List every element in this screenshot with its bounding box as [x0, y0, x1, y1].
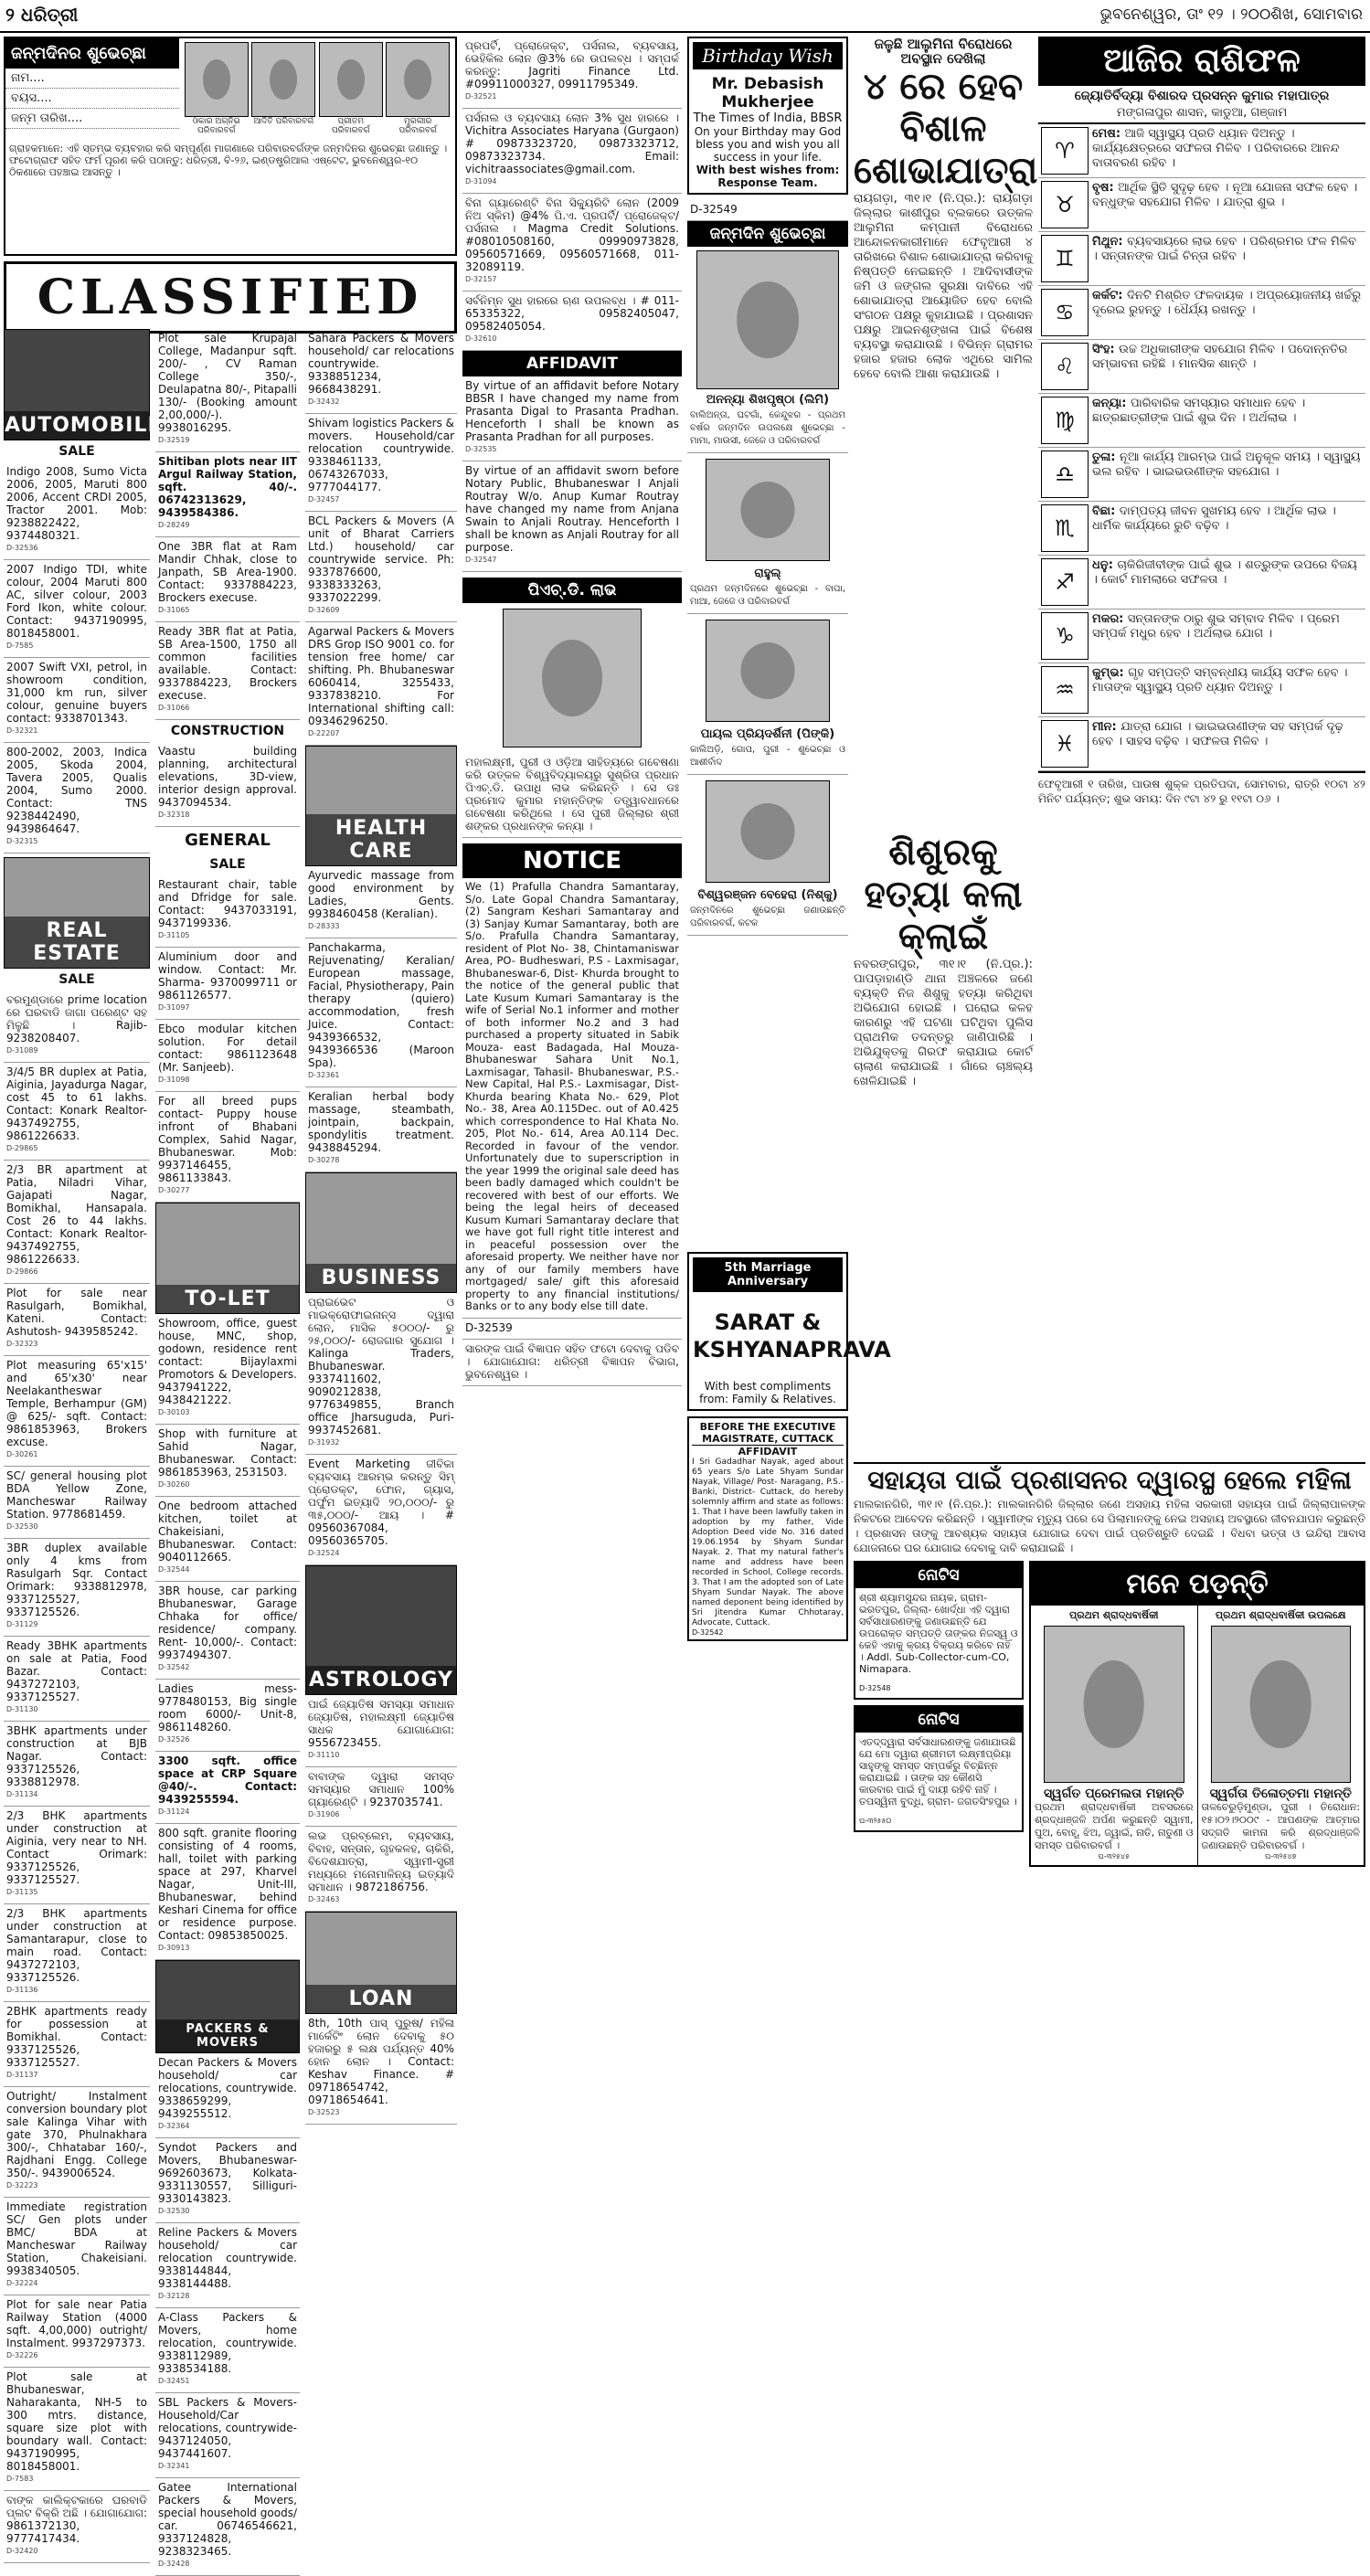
birthday-form-note: ଗ୍ରାହକମାନେ: ଏହି ସ୍ତମ୍ଭ ବ୍ୟବହାର କରି ସମ୍ପୂର୍ଣ୍ଣ ମାଗଣାରେ ପରିବାରବର୍ଗଙ୍କ ଜନ୍ମଦିନର ଶୁଭେଚ୍ଛା ଜଣାନ୍ତୁ । ଫଟୋଗ୍ରାଫ ସହିତ ଫର୍ମ ପୂରଣ କରି ପଠାନ୍ତୁ: ଧରିତ୍ରୀ, ବି-୨୬, ଇଣ୍ଡଷ୍ଟ୍ରିଆଲ ଏଷ୍ଟେଟ, ଭୁବନେଶ୍ୱର-୧୦ ଠିକଣାରେ ପହଞ୍ଚାଇ ଆସନ୍ତୁ ।	[9, 143, 448, 178]
column-3	[305, 329, 457, 2134]
birthday-form	[4, 37, 457, 256]
classified-ad: Plot for sale near Patia Railway Station (4000 sqft. 4,00,000) outright/ Instalment. 9937297373. D-32226	[4, 2295, 150, 2368]
ad-code: D-32451	[158, 2377, 190, 2385]
news3-headline: ସହାୟତା ପାଇଁ ପ୍ରଶାସନର ଦ୍ୱାରସ୍ଥ ହେଲେ ମହିଳା	[854, 1462, 1365, 1497]
classified-ad: SC/ general housing plot BDA Yellow Zone, Mancheswar Railway Station. 9778681459. D-32530	[4, 1467, 150, 1539]
kid1-photo	[696, 250, 839, 389]
classified-ad: 3BHK apartments under construction at BJB Nagar. Contact: 9337125526, 9338812978. D-31134	[4, 1722, 150, 1807]
ad-code: D-32128	[158, 2292, 190, 2300]
kid2-note: ପ୍ରଥମ ଜନ୍ମଦିନରେ ଶୁଭେଚ୍ଛା - ବାପା, ମାଆ, ଜେଜେ ଓ ପରିବାରବର୍ଗ	[687, 580, 848, 614]
affidavit-ads	[462, 376, 682, 572]
classified-ad: Ayurvedic massage from good environment by Ladies, Gents. 9938460458 (Keralian). D-28333	[305, 866, 457, 938]
phd-photo	[503, 609, 642, 747]
anniversary-ad: 5th Marriage Anniversary SARAT & KSHYANAPRAVA With best compliments from: Family & Relatives.	[687, 1252, 848, 1411]
ad-code: D-28249	[158, 521, 190, 529]
classified-ad: 3/4/5 BR duplex at Patia, Aiginia, Jayadurga Nagar, cost 45 to 61 lakhs. Contact: Konark Realtor- 9437492755, 9861226633. D-29865	[4, 1063, 150, 1161]
classified-title: CLASSIFIED	[4, 261, 457, 334]
classified-ad: 2/3 BHK apartments under construction at Samantarapur, close to main road. Contact: 9437272103, 9337125526. D-31136	[4, 1904, 150, 2002]
ad-code: D-31135	[6, 1888, 38, 1896]
column-5-lower	[687, 1252, 891, 2134]
horoscope-sign: ♎ ତୁଳା: ନୂଆ କାର୍ଯ୍ୟ ଆରମ୍ଭ ପାଇଁ ଅନୁକୂଳ ସମୟ । ସ୍ୱାସ୍ଥ୍ୟ ଭଲ ରହିବ । ଭାଇଭଉଣୀଙ୍କ ସହଯୋଗ ।	[1038, 448, 1365, 502]
classified-ad: Agarwal Packers & Movers DRS Grop ISO 9001 co. for tension free home/ car shifting. Ph. Bhubaneswar 6060414, 3255433, 9337838210. For International shifting call: 09346296250. D-22207	[305, 622, 457, 746]
phd-text: ମହାଲକ୍ଷ୍ମୀ, ପୁରୀ ଓ ଓଡ଼ିଆ ସାହିତ୍ୟରେ ଗବେଷଣା କରି ଉତ୍କଳ ବିଶ୍ୱବିଦ୍ୟାଳୟରୁ ସୁଶ୍ରିତା ପ୍ରଧାନ ପିଏଚ୍‌.ଡି. ଉପାଧି ଲାଭ କରିଛନ୍ତି । ସେ ଡଃ ପ୍ରମୋଦ କୁମାର ମହାନ୍ତିଙ୍କ ତତ୍ତ୍ୱାବଧାନରେ ଗବେଷଣା କରିଥିଲେ । ସେ ପୁରୀ ଜିଲ୍ଲାର ଶ୍ରୀ ଶଙ୍କର ପ୍ରଧାନଙ୍କ କନ୍ୟା ।	[462, 753, 682, 838]
classified-ad: Event Marketing ଜୀବିକା ବ୍ୟବସାୟ ଆରମ୍ଭ କରନ୍ତୁ ସିମ୍‌ ପ୍ରୋଡକ୍ଟ, ଫୋନ, ଗ୍ୟାସ, ପର୍ଫୁମ ଇତ୍ୟାଦି ୨୦,୦୦୦/- ରୁ ୩୫,୦୦୦/- ଆୟ । # 09560367084, 09560365705. D-32524	[305, 1455, 457, 1565]
classified-ad: ପାଇଁ ଜ୍ୟୋତିଷ ସମସ୍ୟା ସମାଧାନ ଜ୍ୟୋତିଷ, ମହାଲକ୍ଷ୍ମୀ ଜ୍ୟୋତିଷ ସାଧକ ଯୋଗାଯୋଗ: 9556723455. D-31110	[305, 1695, 457, 1767]
classified-ad: ବିନା ଗ୍ୟାରେଣ୍ଟି ବିନା ସିକ୍ୟୁରିଟି ଲୋନ (2009 ନିଅ ସ୍କିମ) @4% ପି.ଏ. ପ୍ରପର୍ଟି/ ପ୍ରୋଜେକ୍ଟ/ ପର୍ସନାଲ । Magma Credit Solutions. #08010508160, 09990973828, 09560571669, 09560571668, 011-32089119. D-32157	[462, 194, 682, 292]
classified-ad: Shitiban plots near IIT Argul Railway Station, sqft. 40/-. 06742313629, 9439584386. D-28249	[155, 452, 300, 537]
horoscope-sign: ♓ ମୀନ: ଯାତ୍ରା ଯୋଗ । ଭାଇଭଉଣୀଙ୍କ ସହ ସମ୍ପର୍କ ଦୃଢ଼ ହେବ । ସାହସ ବଢ଼ିବ । ସଫଳତା ମିଳିବ ।	[1038, 717, 1365, 771]
classified-ad: Showroom, office, guest house, MNC, shop, godown, residence rent contact: Bijaylaxmi Promotors & Developers. 9437941222, 9438421222. D-30103	[155, 1314, 300, 1425]
page-header	[0, 0, 1370, 33]
classified-ad: SBL Packers & Movers- Household/Car relocations, countrywide- 9437124050, 9437441607. D-32341	[155, 2393, 300, 2478]
ad-code: D-32420	[6, 2547, 38, 2555]
classified-ad: Panchakarma, Rejuvenating/ Keralian/ European massage, Facial, Physiotherapy, Pain therapy (quiero) accommodation, fresh Juice. Contact: 9439366532, 9439366536 (Maroon Spa). D-32361	[305, 938, 457, 1087]
classified-ad: By virtue of an affidavit sworn before Notary Public, Bhubaneswar I Anjali Routray W/o. Anup Kumar Routray have changed my name from Anjana Swain to Anjali Routray. Henceforth I shall be known as Anjali Routray for all purpose. D-32547	[462, 461, 682, 572]
news3-body: ମାଲକାନଗିରି, ୩୧।୧ (ନି.ପ୍ର.): ମାଲକାନଗିରି ଜିଲ୍ଲାର ଜଣେ ଅସହାୟ ମହିଳା ସରକାରୀ ସହାୟତା ପାଇଁ ଜିଲ୍ଲାପାଳଙ୍କ ନିକଟରେ ଆବେଦନ କରିଛନ୍ତି । ସ୍ୱାମୀଙ୍କ ମୃତ୍ୟୁ ପରେ ସେ ପିଲାମାନଙ୍କୁ ନେଇ ଅସହାୟ ଅବସ୍ଥାରେ ଜୀବନଯାପନ କରୁଛନ୍ତି । ପ୍ରଶାସନ ତାଙ୍କୁ ଆବଶ୍ୟକ ସହାୟତା ଯୋଗାଇ ଦେବା ପାଇଁ ପ୍ରତିଶ୍ରୁତି ଦେଇଛି । ବିଧବା ଭତ୍ତା ଓ ଇନ୍ଦିରା ଆବାସ ଯୋଜନାରେ ଘର ଯୋଗାଇ ଦେବାକୁ ଦାବି କରାଯାଇଛି ।	[854, 1498, 1365, 1554]
classified-ad: ପ୍ରପର୍ଟି, ପ୍ରୋଜେକ୍ଟ, ପର୍ସନାଲ, ବ୍ୟବସାୟ, ଭେହିକିଲ ଲୋନ @3% ରେ ଉପଲବ୍ଧ । ସମ୍ପର୍କ କରନ୍ତୁ: Jagriti Finance Ltd. #09911000327, 09911795349. D-32521	[462, 37, 682, 109]
ad-code: D-31066	[158, 704, 190, 712]
notice-heading: NOTICE	[462, 843, 682, 878]
classified-ad: ବରମୁଣ୍ଡାରେ prime location ରେ ଘରବାଡି ଜାଗା ପରେଣ୍ଟ ସହ ମିଳୁଛି । Rajib- 9238208407. D-31089	[4, 991, 150, 1063]
classified-ad: Plot measuring 65'x15' and 65'x30' near Neelakantheswar Temple, Berhampur (GM) @ 625/- sqft. Contact: 9861853963, Brokers excuse. D-30261	[4, 1356, 150, 1467]
bottom-right	[854, 1462, 1365, 2134]
movers-ads	[305, 329, 457, 746]
affidavit-heading: AFFIDAVIT	[462, 351, 682, 376]
sale-heading-2: SALE	[58, 972, 95, 987]
ad-code: D-32521	[465, 92, 497, 101]
ad-code: D-32315	[6, 837, 38, 845]
classified-ad: Ready 3BHK apartments on sale at Patia, Food Bazar. Contact: 9437272103, 9337125527. D-31130	[4, 1637, 150, 1722]
ad-code: D-31097	[158, 1003, 190, 1012]
zodiac-icon: ♓	[1041, 720, 1089, 768]
kid4-name: ବିଶ୍ୱରଞ୍ଜନ ବେହେରା (ନିଶ୍କୁ)	[697, 888, 838, 902]
kid1-name: ଅନନ୍ୟା ଶିଖପୃଷ୍ଠା (ଲିମି)	[706, 393, 830, 407]
classified-ad: One 3BR flat at Ram Mandir Chhak, close to Janpath, SB Area-1900. Contact: 9337884223, Brockers execuse. D-31065	[155, 537, 300, 622]
executive-affidavit: BEFORE THE EXECUTIVE MAGISTRATE, CUTTACK AFFIDAVIT I Sri Gadadhar Nayak, aged about 65 years S/o Late Shyam Sundar Nayak, Village/ Post- Naragang, P.S.- Banki, District- Cuttack, do hereby solemnly affirm and state as follows: 1. That I have been lawfully taken in adoption by my father, Vide Adoption Deed vide No. 316 dated 19.06.1954 by Shyam Sundar Nayak. 2. That my natural father's name and address have been recorded in School, College records. 3. That I am the adopted son of Late Shyam Sundar Nayak. The above named deponent being identified by Sri Jitendra Kumar Chhotaray, Advocate, Cuttack. D-32542	[687, 1416, 848, 1641]
classified-ad: 800-2002, 2003, Indica 2005, Skoda 2004, Tavera 2005, Qualis 2004, Sumo 2000. Contact: TNS 9238442490, 9439864647. D-32315	[4, 743, 150, 853]
kid1-note: ବାଲିଅନ୍ତା, ଘଟଗାଁ, କେନ୍ଦୁଝର - ପ୍ରଥମ ବର୍ଷର ଜନ୍ମଦିନ ଉପଲକ୍ଷେ ଶୁଭେଚ୍ଛା - ମାମା, ମାଉସୀ, ଜେଜେ ଓ ପରିବାରବର୍ଗ	[687, 407, 848, 453]
notice-code: D-32539	[462, 1319, 682, 1340]
ad-code: D-32610	[465, 334, 497, 343]
notice-text: We (1) Prafulla Chandra Samantaray, S/o. Late Gopal Chandra Samantaray, (2) Sangram Keshari Samantaray and (3) Sanjay Kumar Samantaray, both are S/o. Prafulla Chandra Samantaray, resident of Plot No- 38, Chintamaniswar Area, PO- Budheswari, P.S - Laxmisagar, Bhubaneswar-6, Dist- Khurda brought to the notice of the general public that Late Kusum Kumari Samantaray is the wife of Serial No.1 informer and mother of both informer No.2 and 3 had purchased a property situated in Sabik Mouza- east Badagada, Hal Mouza- Bhubaneswar Sahara Unit No.1, Laxmisagar, Tahasil- Bhubaneswar, P.S.- New Capital, Hal P.S.- Laxmisagar, Dist- Khurda bearing Khata No.- 629, Plot No.- 38, Area A0.115Dec. out of A0.425 which correspondence to Hal Khata No. 205, Plot No.- 614, Area A0.114 Dec. Recorded in favour of the vendor. Unfortunately due to superscription in the year 1999 the original sale deed has been badly damaged which couldn't be recovered with best of our efforts. We being the legal heirs of deceased Kusum Kumari Samantaray declare that we have got full right title interest and in peaceful possession over the aforesaid property. We neither have nor any of our family members have mortgaged/ sale/ gift this aforesaid property to any financial institutions/ Banks or to any body else till date.	[462, 878, 682, 1319]
classified-ad: ସର୍ବନିମ୍ନ ସୁଧ ହାରରେ ଋଣ ଉପଲବ୍ଧ । # 011-65335322, 09582405047, 09582405054. D-32610	[462, 292, 682, 351]
real-estate-ads	[4, 991, 150, 2563]
ad-code: D-31098	[158, 1076, 190, 1084]
ad-code: D-32157	[465, 275, 497, 283]
ad-code: D-31110	[308, 1751, 340, 1759]
ad-code: D-30913	[158, 1944, 190, 1952]
ad-code: D-22207	[308, 729, 340, 737]
classified-ad: Plot for sale near Rasulgarh, Bomikhal, Kateni. Contact: Ashutosh- 9439585242. D-32323	[4, 1284, 150, 1356]
health-care-image: HEALTH CARE	[305, 746, 457, 866]
to-let-ads	[155, 1314, 300, 1960]
horoscope-title: ଆଜିର ରାଶିଫଳ	[1038, 37, 1365, 86]
ad-code: D-30261	[6, 1450, 38, 1458]
classified-ad: Plot sale at Bhubaneswar, Naharakanta, NH-5 to 300 mtrs. distance, square size plot with boundary wall. Contact: 9437190995, 8018458001. D-7583	[4, 2368, 150, 2491]
birthday-wish-code: D-32549	[687, 200, 848, 221]
ad-code: D-32341	[158, 2462, 190, 2470]
astrology-image: ASTROLOGY	[305, 1565, 457, 1695]
ad-code: D-32323	[6, 1340, 38, 1348]
loan-ads	[305, 2014, 457, 2125]
ad-code: D-32547	[465, 556, 497, 564]
construction-ads	[155, 742, 300, 827]
column-2	[155, 329, 300, 2568]
ad-code: D-30260	[158, 1480, 190, 1489]
classified-ad: Shivam logistics Packers & movers. Household/car relocation countrywide. 9338461133, 06743267033, 9777044177. D-32457	[305, 414, 457, 512]
column-6	[854, 36, 1038, 1458]
column-1	[4, 329, 163, 2555]
classified-ad: A-Class Packers & Movers, home relocation, countrywide. 9338112989, 9338534188. D-32451	[155, 2308, 300, 2393]
ad-code: D-31065	[158, 606, 190, 614]
classified-ad: Decan Packers & Movers household/ car relocations, countrywide. 9338659299, 9439255512. D-32364	[155, 2053, 300, 2138]
ad-code: D-31932	[308, 1438, 340, 1447]
ad-code: D-32523	[308, 2108, 340, 2116]
kid3-name: ପାୟଲ ପ୍ରିୟଦର୍ଶିନୀ (ପିଙ୍କି)	[700, 727, 835, 741]
classified-ad: ବାଙ୍କ କାଲିକ୍ଟକାରେ ଘରବାଡି ପ୍ଲଟ ବିକ୍ରି ଅଛି । ଯୋଗାଯୋଗ: 9861372130, 9777417434. D-32420	[4, 2491, 150, 2563]
column-4	[462, 37, 682, 2134]
ad-code: D-32542	[158, 1663, 190, 1671]
ad-code: D-31906	[308, 1810, 340, 1818]
horoscope-sign: ♈ ମେଷ: ଆଜି ସ୍ୱାସ୍ଥ୍ୟ ପ୍ରତି ଧ୍ୟାନ ଦିଅନ୍ତୁ । କାର୍ଯ୍ୟକ୍ଷେତ୍ରରେ ସଫଳତା ମିଳିବ । ପରିବାରରେ ଆନନ୍ଦ ବାତାବରଣ ରହିବ ।	[1038, 124, 1365, 178]
ad-code: D-32535	[465, 445, 497, 453]
general-ads	[155, 875, 300, 1203]
ad-code: D-31105	[158, 931, 190, 939]
horoscope-signs	[1038, 124, 1365, 771]
classified-ad: BCL Packers & Movers (A unit of Bharat Carriers Ltd.) household/ car countrywide service. Ph: 9337876600, 9338333263, 9337022299. D-32609	[305, 512, 457, 622]
kid-photo-3: ପ୍ରୀତମ ପରିବାରବର୍ଗ	[319, 42, 383, 135]
ad-code: D-32609	[308, 606, 340, 614]
zodiac-icon: ♎	[1041, 451, 1089, 498]
ad-code: D-32544	[158, 1565, 190, 1574]
notice-1: ନୋଟିସ ଶ୍ରୀ ଶ୍ୟାମସୁନ୍ଦର ନାୟକ, ଗ୍ରାମ- ଭରତପୁର, ଜିଲ୍ଲା- ଖୋର୍ଦ୍ଧା ଏହି ଦ୍ୱାରା ସର୍ବସାଧାରଣଙ୍କୁ ଜଣାଉଛନ୍ତି ଯେ ଉପରୋକ୍ତ ସମ୍ପତ୍ତି ତାଙ୍କର ନିଜସ୍ୱ ଓ କେହି ଏହାକୁ କ୍ରୟ ବିକ୍ରୟ କରିବେ ନାହିଁ । Addl. Sub-Collector-cum-CO, Nimapara. D-32548	[854, 1561, 1024, 1700]
zodiac-icon: ♑	[1041, 612, 1089, 660]
news1-kicker: ଜଳୁଛି ଆଲୁମିନା ବିରୋଧରେ ଅବସ୍ଥାନ ଦେଖିଲା	[874, 36, 1013, 67]
packers-ads	[155, 2053, 300, 2576]
automobile-image: AUTOMOBILE	[4, 329, 150, 440]
zodiac-icon: ♉	[1041, 181, 1089, 228]
horoscope-byline2: ମଙ୍ଗଳାପୁର ଶାସନ, କାଡୁଆ, ଗଞ୍ଜାମ	[1038, 106, 1365, 124]
page-number: ୨ ଧରିତ୍ରୀ	[5, 4, 79, 26]
ad-code: D-32364	[158, 2122, 190, 2130]
kid-photo-4: ମୁରଲୀର ପରିବାରବର୍ଗ	[386, 42, 450, 135]
ad-code: D-32321	[6, 726, 38, 735]
ad-code: D-7583	[6, 2475, 34, 2483]
to-let-image: TO-LET	[155, 1203, 300, 1314]
classified-ad: 3BR house, car parking Bhubaneswar, Garage Chhaka for office/ residence/ company. Rent- 10,000/-. Contact: 9937494307. D-32542	[155, 1582, 300, 1680]
notice-2: ନୋଟିସ ଏତଦ୍‌ଦ୍ୱାରା ସର୍ବସାଧାରଣଙ୍କୁ ଜଣାଯାଉଛି ଯେ ମୋ ଦ୍ୱାରା ଶ୍ରୀମତୀ ଲକ୍ଷ୍ମୀପ୍ରିୟା ସାହୁଙ୍କୁ ସମସ୍ତ ସମ୍ପର୍କରୁ ବିଚ୍ଛିନ୍ନ କରାଯାଇଛି । ତାଙ୍କ ସହ କୌଣସି କାରବାର ପାଇଁ ମୁଁ ଦାୟୀ ରହିବି ନାହିଁ । ତପସ୍ୱିନୀ ବୁଦ୍ଧି, ଗ୍ରାମ- ଜଗତସିଂହପୁର । ଘ-୩୨୫୫୦	[854, 1705, 1024, 1832]
mane-padanti: ମନେ ପଡ଼ନ୍ତି ପ୍ରଥମ ଶ୍ରାଦ୍ଧବାର୍ଷିକୀ ସ୍ୱର୍ଗତ ପ୍ରେମଲତା ମହାନ୍ତି ପ୍ରଥମ ଶ୍ରାଦ୍ଧବାର୍ଷିକୀ ଅବସରରେ ଶ୍ରଦ୍ଧାଞ୍ଜଳି ଅର୍ପଣ କରୁଛନ୍ତି ସ୍ୱାମୀ, ପୁଅ, ବୋହୂ, ଝିଅ, ଜ୍ୱାଇଁ, ନାତି, ନାତୁଣୀ ଓ ସମସ୍ତ ପରିବାରବର୍ଗ । ଘ-୩୨୫୪୫ ପ୍ରଥମ ଶ୍ରାଦ୍ଧବାର୍ଷିକୀ ଉପଲକ୍ଷେ ସ୍ୱର୍ଗତା ତିଳୋତ୍ତମା ମହାନ୍ତି ତାଳଚେରୁଡ଼ିମୁଣ୍ଡା, ପୁରୀ । ତିରୋଧାନ: ୧୫।୦୨।୨୦୦୯ - ଆପଣଙ୍କ ଆତ୍ମାର ସଦ୍‌ଗତି କାମନା କରି ଶ୍ରଦ୍ଧାଞ୍ଜଳି ଜଣାଉଛନ୍ତି ପରିବାରବର୍ଗ । ଘ-୩୨୫୪୭	[1029, 1561, 1365, 1867]
general-sale-heading: SALE	[209, 857, 246, 872]
classified-ad: ବାବାଙ୍କ ଦ୍ୱାରା ସମସ୍ତ ସମସ୍ୟାର ସମାଧାନ 100% ଗ୍ୟାରେଣ୍ଟି । 9237035741. D-31906	[305, 1767, 457, 1827]
ad-code: D-7585	[6, 641, 34, 650]
classified-ad: Gatee International Packers & Movers, special household goods/ car. 06746546621, 9337124828, 9238323465. D-32428	[155, 2478, 300, 2576]
ad-code: D-32223	[6, 2181, 38, 2189]
general-heading: GENERAL	[185, 831, 271, 850]
classified-ad: ଲଭ ପ୍ରବ୍ଲେମ, ବ୍ୟବସାୟ, ବିବାହ, ସନ୍ତାନ, ଗୃହକଳହ, ଚାକିରି, ବିଦେଶଯାତ୍ରା, ସ୍ୱାମୀ-ସ୍ତ୍ରୀ ମଧ୍ୟରେ ମନୋମାଳିନ୍ୟ ଇତ୍ୟାଦି ସମାଧାନ । 9872186756. D-32463	[305, 1827, 457, 1912]
ad-code: D-32428	[158, 2560, 190, 2568]
ad-code: D-31137	[6, 2071, 38, 2079]
classified-ad: Aluminium door and window. Contact: Mr. Sharma- 9370099711 or 9861126577. D-31097	[155, 948, 300, 1020]
ad-code: D-31089	[6, 1046, 38, 1055]
ad-code: D-32361	[308, 1071, 340, 1079]
ad-code: D-30278	[308, 1156, 340, 1164]
business-image: BUSINESS	[305, 1172, 457, 1293]
ad-code: D-32524	[308, 1549, 340, 1557]
horoscope-sign: ♑ ମକର: ସନ୍ତାନଙ୍କ ଠାରୁ ଶୁଭ ସମ୍ବାଦ ମିଳିବ । ପ୍ରେମ ସମ୍ପର୍କ ମଧୁର ହେବ । ଅର୍ଥଲାଭ ଯୋଗ ।	[1038, 610, 1365, 663]
classified-ad: 2BHK apartments ready for possession at Bomikhal. Contact: 9337125526, 9337125527. D-31137	[4, 2002, 150, 2087]
ad-code: D-29866	[6, 1267, 38, 1276]
ad-code: D-31094	[465, 177, 497, 186]
classified-ad: 2/3 BR apartment at Patia, Niladri Vihar, Gajapati Nagar, Bomikhal, Hansapala. Cost 26 to 44 lakhs. Contact: Konark Realtor- 9437492755, 9861226633. D-29866	[4, 1161, 150, 1284]
classified-ad: Shop with furniture at Sahid Nagar, Bhubaneswar. Contact: 9861853963, 2531503. D-30260	[155, 1425, 300, 1497]
form-field-name[interactable]: ନାମ....	[5, 69, 179, 89]
classified-ad: One bedroom attached kitchen, toilet at Chakeisiani, Bhubaneswar. Contact: 9040112665. D-32544	[155, 1497, 300, 1582]
classified-ad: Reline Packers & Movers household/ car relocation countrywide. 9338144844, 9338144488. D-32128	[155, 2223, 300, 2308]
kid3-note: କାଲିଅଡ଼ି, ଗୋପ, ପୁରୀ - ଶୁଭେଚ୍ଛା ଓ ଆଶୀର୍ବାଦ	[687, 741, 848, 775]
ad-code: D-30277	[158, 1186, 190, 1194]
zodiac-icon: ♌	[1041, 343, 1089, 390]
ad-code: D-32224	[6, 2279, 38, 2287]
dateline: ଭୁବନେଶ୍ୱର, ତାଂ ୧୨ । ୨୦୦ଶିଖ, ସୋମବାର	[1099, 5, 1363, 24]
zodiac-icon: ♋	[1041, 289, 1089, 336]
sale-heading-1: SALE	[58, 444, 95, 459]
classified-ad: Keralian herbal body massage, steambath, jointpain, backpain, spondylitis treatment. 9438845294. D-30278	[305, 1087, 457, 1172]
kid-photo-1: ଓଁକାର ଅଗ୍ନିଭ ପରିବାରବର୍ଗ	[185, 42, 249, 135]
classified-ad: ପର୍ସନାଲ ଓ ବ୍ୟବସାୟ ଲୋନ 3% ସୁଧ ହାରରେ । Vichitra Associates Haryana (Gurgaon) # 09873323720, 09873323712, 09873323734. Email: vichitraassociates@gmail.com. D-31094	[462, 109, 682, 194]
classified-ad: For all breed pups contact- Puppy house infront of Bhabani Complex, Sahid Nagar, Bhubaneswar. Mob: 9937146455, 9861133843. D-30277	[155, 1092, 300, 1203]
classified-ad: By virtue of an affidavit before Notary BBSR I have changed my name from Prasanta Digal to Prasanta Pradhan. Henceforth I shall be known as Prasanta Pradhan for all purposes. D-32535	[462, 376, 682, 461]
classified-ad: Ladies mess- 9778480153, Big single room 6000/- Unit-8, 9861148260. D-32526	[155, 1680, 300, 1752]
health-ads	[305, 866, 457, 1172]
horoscope-sign: ♏ ବିଛା: ଦାମ୍ପତ୍ୟ ଜୀବନ ସୁଖମୟ ହେବ । ଆର୍ଥିକ ଲାଭ । ଧାର୍ମିକ କାର୍ଯ୍ୟରେ ରୁଚି ବଢ଼ିବ ।	[1038, 502, 1365, 556]
birthday-form-title: ଜନ୍ମଦିନର ଶୁଭେଚ୍ଛା	[5, 38, 179, 69]
zodiac-icon: ♈	[1041, 127, 1089, 175]
business-ads	[305, 1293, 457, 1565]
ad-code: D-32526	[158, 1735, 190, 1744]
news2-body: ନବରଙ୍ଗପୁର, ୩୧।୧ (ନି.ପ୍ର.): ପାପଡ଼ାହାଣ୍ଡି ଥାନା ଅଞ୍ଚଳରେ ଜଣେ ବ୍ୟକ୍ତି ନିଜ ଶିଶୁକୁ ହତ୍ୟା କରିଥିବା ଅଭିଯୋଗ ହୋଇଛି । ଘରୋଇ କଳହ କାରଣରୁ ଏହି ଘଟଣା ଘଟିଥିବା ପୁଲିସ ପ୍ରାଥମିକ ତଦନ୍ତରୁ ଜାଣିପାରିଛି । ଅଭିଯୁକ୍ତକୁ ଗିରଫ କରାଯାଇ କୋର୍ଟ ଚାଲାଣ କରାଯାଇଛି । ଗାଁରେ ଚାଞ୍ଚଲ୍ୟ ଖେଳିଯାଇଛି ।	[854, 958, 1033, 1088]
real-estate-image: REAL ESTATE	[4, 857, 150, 969]
plot-ads	[155, 329, 300, 720]
ad-code: D-31130	[6, 1705, 38, 1713]
horoscope-sign: ♊ ମିଥୁନ: ବ୍ୟବସାୟରେ ଲାଭ ହେବ । ପରିଶ୍ରମର ଫଳ ମିଳିବ । ସନ୍ତାନଙ୍କ ପାଇଁ ଚିନ୍ତା ରହିବ ।	[1038, 232, 1365, 286]
classified-ad: Plot sale Krupajal College, Madanpur sqft. 200/- , CV Raman College 350/-, Deulapatna 80/-, Pitapalli 130/- (Booking amount 2,00,000/-). 9938016295. D-32519	[155, 329, 300, 452]
classified-ad: Immediate registration SC/ Gen plots under BMC/ BDA at Mancheswar Railway Station, Chakeisiani. 9938340505. D-32224	[4, 2198, 150, 2295]
zodiac-icon: ♐	[1041, 558, 1089, 606]
birthday-form-panel	[4, 37, 457, 334]
horoscope-footer: ଫେବୃଆରୀ ୧ ତାରିଖ, ପାଉଷ ଶୁକ୍ଳ ପ୍ରତିପଦା, ସୋମବାର, ରାତ୍ରି ୧୦ଟା ୪୨ ମିନିଟ ପର୍ଯ୍ୟନ୍ତ; ଶୁଭ ସମୟ: ଦିନ ୯ଟା ୪୨ ରୁ ୧୧ଟା ୦୬ ।	[1038, 771, 1365, 806]
classified-ad: 2/3 BHK apartments under construction at Aiginia, very near to NH. Contact Orimark: 9337125526, 9337125527. D-31135	[4, 1807, 150, 1904]
ad-code: D-32432	[308, 398, 340, 406]
classified-ad: 800 sqft. granite flooring consisting of 4 rooms, hall, toilet with parking space at 297, Kharvel Nagar, Unit-III, Bhubaneswar, behind Keshari Cinema for office or residence purpose. Contact: 09853850025. D-30913	[155, 1824, 300, 1960]
kid2-photo	[706, 459, 830, 561]
news1-headline: ୪ ରେ ହେବ ବିଶାଳ ଶୋଭାଯାତ୍ରା	[854, 66, 1038, 192]
ad-code: D-32457	[308, 495, 340, 504]
ad-code: D-32519	[158, 436, 190, 444]
birthday-wish-ad: Birthday Wish Mr. Debasish Mukherjee The Times of India, BBSR On your Birthday may God bless you and wish you all success in your life. With best wishes from: Response Team.	[687, 37, 848, 195]
loan-image: LOAN	[305, 1912, 457, 2014]
classified-ad: Syndot Packers and Movers, Bhubaneswar- 9692603673, Kolkata- 9331130557, Silliguri- 9330143823. D-32530	[155, 2138, 300, 2223]
automobile-ads	[4, 462, 150, 853]
news2-headline: ଶିଶୁରକୁ ହତ୍ୟା କଲା କ୍ଲାଇଁ	[864, 832, 1023, 958]
form-field-dob[interactable]: ଜନ୍ମ ତାରିଖ....	[5, 109, 179, 129]
classified-ad: Outright/ Instalment conversion boundary plot sale Kalinga Vihar with gate 370, Phulnakhara 300/-, Chhatabar 160/-, Rajdhani Engg. College 350/-. 9439006524. D-32223	[4, 2087, 150, 2198]
ad-code: D-32530	[6, 1522, 38, 1531]
jg-heading: ଜନ୍ମଦିନ ଶୁଭେଚ୍ଛା	[687, 221, 848, 247]
horoscope-byline: ଜ୍ୟୋତିର୍ବିଦ୍ୟା ବିଶାରଦ ପ୍ରସନ୍ନ କୁମାର ମହାପାତ୍ର	[1074, 89, 1330, 103]
horoscope-sign: ♉ ବୃଷ: ଆର୍ଥିକ ସ୍ଥିତି ସୁଦୃଢ଼ ହେବ । ନୂଆ ଯୋଜନା ସଫଳ ହେବ । ବନ୍ଧୁଙ୍କ ସହଯୋଗ ମିଳିବ । ଯାତ୍ରା ଶୁଭ ।	[1038, 178, 1365, 232]
ad-code: D-32463	[308, 1895, 340, 1903]
classified-ad: 2007 Indigo TDI, white colour, 2004 Maruti 800 AC, silver colour, 2003 Ford Ikon, white colour. Contact: 9437190995, 8018458001. D-7585	[4, 560, 150, 658]
zodiac-icon: ♏	[1041, 504, 1089, 552]
ad-code: D-29865	[6, 1144, 38, 1152]
horoscope-column	[1038, 37, 1365, 1462]
ad-code: D-28333	[308, 922, 340, 930]
news1-body: ରାୟଗଡ଼ା, ୩୧।୧ (ନି.ପ୍ର.): ରାୟଗଡ଼ା ଜିଲ୍ଲାର କାଶୀପୁର ବ୍ଲକରେ ଉତ୍କଳ ଆଲୁମିନା କମ୍ପାନୀ ବିରୋଧରେ ଆନ୍ଦୋଳନକାରୀମାନେ ଫେବୃଆରୀ ୪ ତାରିଖରେ ବିଶାଳ ଶୋଭାଯାତ୍ରା କରିବାକୁ ନିଷ୍ପତ୍ତି ନେଇଛନ୍ତି । ଆଦିବାସୀଙ୍କ ଜମି ଓ ଜଙ୍ଗଲ ସୁରକ୍ଷା ଦାବିରେ ଏହି ଶୋଭାଯାତ୍ରା ଆୟୋଜିତ ହେବ ବୋଲି ସଂଗଠନ ପକ୍ଷରୁ କୁହାଯାଇଛି । ପ୍ରଶାସନ ପକ୍ଷରୁ ଆଇନଶୃଙ୍ଖଳା ପାଇଁ ବିଶେଷ ବ୍ୟବସ୍ଥା କରାଯାଉଛି । ବିଭିନ୍ନ ଗ୍ରାମର ହଜାର ହଜାର ଲୋକ ଏଥିରେ ସାମିଲ ହେବେ ବୋଲି ଆଶା କରାଯାଉଛି ।	[854, 192, 1033, 381]
ad-code: D-32226	[6, 2351, 38, 2359]
kid-photo-2: ଆଦିତି ପରିବାରବର୍ଗ	[251, 42, 315, 135]
classified-ad: Indigo 2008, Sumo Victa 2006, 2005, Maruti 800 2006, Accent CRDI 2005, Tractor 2001. Mob: 9238822422, 9374480321. D-32536	[4, 462, 150, 560]
ad-code: D-32530	[158, 2207, 190, 2215]
form-field-age[interactable]: ବୟସ....	[5, 89, 179, 109]
classified-ad: Ready 3BR flat at Patia, SB Area-1500, 1750 all common facilities available. Contact: 9337884223, Brockers execuse. D-31066	[155, 622, 300, 720]
astrology-ads	[305, 1695, 457, 1912]
zodiac-icon: ♊	[1041, 235, 1089, 282]
horoscope-sign: ♋ କର୍କଟ: ଦିନଟି ମିଶ୍ରିତ ଫଳଦାୟକ । ଅପ୍ରୟୋଜନୀୟ ଖର୍ଚ୍ଚରୁ ଦୂରେଇ ରୁହନ୍ତୁ । ଧୈର୍ଯ୍ୟ ରଖନ୍ତୁ ।	[1038, 286, 1365, 340]
ad-code: D-31129	[6, 1620, 38, 1628]
classified-ad: Sahara Packers & Movers household/ car relocations countrywide. 9338851234, 9668438291. D-32432	[305, 329, 457, 414]
classified-ad: 2007 Swift VXI, petrol, in showroom condition, 31,000 km run, silver colour, genuine buyers contact: 9338701343. D-32321	[4, 658, 150, 743]
horoscope-sign: ♐ ଧନୁ: ଚାକିରିଜୀବୀଙ୍କ ପାଇଁ ଶୁଭ । ଶତ୍ରୁଙ୍କ ଉପରେ ବିଜୟ । କୋର୍ଟ ମାମଲାରେ ସଫଳତା ।	[1038, 556, 1365, 610]
classified-ad: 8th, 10th ପାସ୍ ପୁରୁଷ/ ମହିଳା ମାର୍କେଟିଂ ଲୋନ ଦେବାକୁ ୫୦ ହଜାରରୁ ୫ ଲକ୍ଷ ପର୍ଯ୍ୟନ୍ତ 40% ହୋନ ଲୋନ । Contact: Keshav Finance. # 09718654742, 09718654641. D-32523	[305, 2014, 457, 2125]
bottom-note: ସାରଙ୍କ ପାଇଁ ବିଜ୍ଞାପନ ସହିତ ଫଟୋ ଦେବାକୁ ପଡିବ । ଯୋଗାଯୋଗ: ଧରିତ୍ରୀ ବିଜ୍ଞାପନ ବିଭାଗ, ଭୁବନେଶ୍ୱର ।	[462, 1340, 682, 1386]
kid4-photo	[706, 780, 830, 883]
classified-ad: Ebco modular kitchen solution. For detail contact: 9861123648 (Mr. Sanjeeb). D-31098	[155, 1020, 300, 1092]
zodiac-icon: ♍	[1041, 397, 1089, 444]
classified-ad: ପ୍ରାଇଭେଟ ଓ ମାଇକ୍ରୋଫାଇନାନ୍ସ ଦ୍ୱାରା ଲୋନ, ମାସିକ ୫୦୦୦/- ରୁ ୨୫,୦୦୦/- ରୋଜଗାର ସୁଯୋଗ । Kalinga Traders, Bhubaneswar. 9337411602, 9090212838, 9776349855, Branch office Jharsuguda, Puri- 9937452681. D-31932	[305, 1293, 457, 1455]
zodiac-icon: ♒	[1041, 666, 1089, 714]
memorial-2: ପ୍ରଥମ ଶ୍ରାଦ୍ଧବାର୍ଷିକୀ ଉପଲକ୍ଷେ ସ୍ୱର୍ଗତା ତିଳୋତ୍ତମା ମହାନ୍ତି ତାଳଚେରୁଡ଼ିମୁଣ୍ଡା, ପୁରୀ । ତିରୋଧାନ: ୧୫।୦୨।୨୦୦୯ - ଆପଣଙ୍କ ଆତ୍ମାର ସଦ୍‌ଗତି କାମନା କରି ଶ୍ରଦ୍ଧାଞ୍ଜଳି ଜଣାଉଛନ୍ତି ପରିବାରବର୍ଗ । ଘ-୩୨୫୪୭	[1197, 1606, 1365, 1865]
ad-code: D-30103	[158, 1408, 190, 1416]
ad-code: D-31124	[158, 1807, 190, 1816]
ad-code: D-32318	[158, 811, 190, 819]
memorial-1: ପ୍ରଥମ ଶ୍ରାଦ୍ଧବାର୍ଷିକୀ ସ୍ୱର୍ଗତ ପ୍ରେମଲତା ମହାନ୍ତି ପ୍ରଥମ ଶ୍ରାଦ୍ଧବାର୍ଷିକୀ ଅବସରରେ ଶ୍ରଦ୍ଧାଞ୍ଜଳି ଅର୍ପଣ କରୁଛନ୍ତି ସ୍ୱାମୀ, ପୁଅ, ବୋହୂ, ଝିଅ, ଜ୍ୱାଇଁ, ନାତି, ନାତୁଣୀ ଓ ସମସ୍ତ ପରିବାରବର୍ଗ । ଘ-୩୨୫୪୫	[1035, 1609, 1194, 1860]
kid3-photo	[706, 620, 830, 722]
classified-ad: 3BR duplex available only 4 kms from Rasulgarh Sqr. Contact Orimark: 9338812978, 9337125527, 9337125526. D-31129	[4, 1539, 150, 1637]
ad-code: D-31134	[6, 1790, 38, 1798]
ad-code: D-32536	[6, 544, 38, 552]
classified-ad: Vaastu building planning, architectural elevations, 3D-view, interior design approval. 9437094534. D-32318	[155, 742, 300, 827]
horoscope-sign: ♍ କନ୍ୟା: ପାରିବାରିକ ସମସ୍ୟାର ସମାଧାନ ହେବ । ଛାତ୍ରଛାତ୍ରୀଙ୍କ ପାଇଁ ଶୁଭ ଦିନ । ଅର୍ଥଲାଭ ।	[1038, 394, 1365, 448]
classified-ad: 3300 sqft. office space at CRP Square @40/-. Contact: 9439255594. D-31124	[155, 1752, 300, 1824]
kid2-name: ରାହୁଲ୍‌	[754, 567, 781, 580]
horoscope-sign: ♌ ସିଂହ: ଉଚ୍ଚ ଅଧିକାରୀଙ୍କ ସହଯୋଗ ମିଳିବ । ପଦୋନ୍ନତିର ସମ୍ଭାବନା ରହିଛି । ମାନସିକ ଶାନ୍ତି ।	[1038, 340, 1365, 394]
ad-code: D-31136	[6, 1986, 38, 1994]
phd-heading: ପିଏଚ୍‌.ଡି. ଲାଭ	[462, 578, 682, 603]
construction-heading: CONSTRUCTION	[170, 724, 285, 738]
kid4-note: ଜନ୍ମଦିନରେ ଶୁଭେଚ୍ଛା ଜଣାଉଛନ୍ତି ପରିବାରବର୍ଗ, କଟକ	[687, 902, 848, 936]
horoscope-sign: ♒ କୁମ୍ଭ: ଗୃହ ସମ୍ପତ୍ତି ସମ୍ବନ୍ଧୀୟ କାର୍ଯ୍ୟ ସଫଳ ହେବ । ମାତାଙ୍କ ସ୍ୱାସ୍ଥ୍ୟ ପ୍ରତି ଧ୍ୟାନ ଦିଅନ୍ତୁ ।	[1038, 663, 1365, 717]
classified-ad: Restaurant chair, table and Dfridge for sale. Contact: 9437033191, 9437199336. D-31105	[155, 875, 300, 948]
packers-movers-image: PACKERS & MOVERS	[155, 1960, 300, 2053]
loan-finance-ads	[462, 37, 682, 351]
